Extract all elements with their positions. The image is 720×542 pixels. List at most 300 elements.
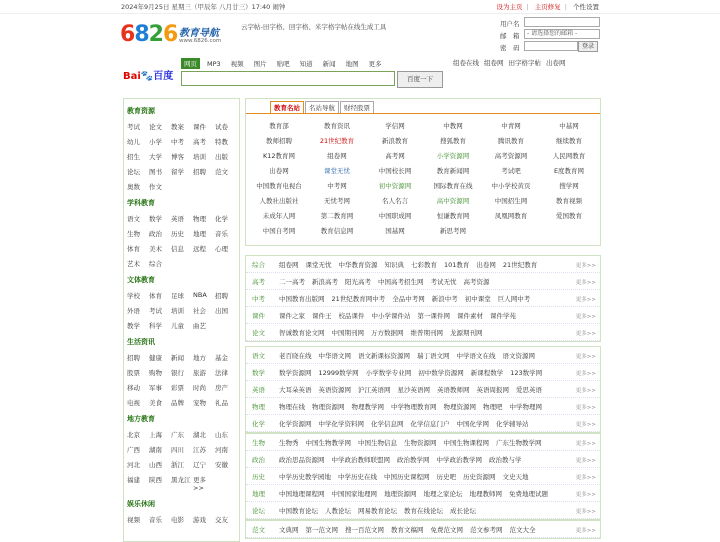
more-link[interactable]: 更多>> bbox=[575, 405, 596, 411]
left-category-link[interactable]: 上海 bbox=[149, 431, 162, 439]
category-link[interactable]: 21世纪教育 bbox=[502, 261, 538, 269]
category-heading[interactable]: 英语 bbox=[252, 386, 265, 394]
category-heading[interactable]: 中考 bbox=[252, 295, 265, 303]
site-link[interactable]: 名人名言 bbox=[382, 197, 408, 205]
category-link[interactable]: 12999数学网 bbox=[318, 369, 359, 377]
category-link[interactable]: 免费范文网 bbox=[430, 526, 463, 534]
category-link[interactable]: 中学历史教学园地 bbox=[279, 473, 331, 481]
site-link[interactable]: 中基网 bbox=[559, 122, 579, 130]
category-link[interactable]: 中学化学资料网 bbox=[318, 420, 364, 428]
site-link[interactable]: 新浪教育 bbox=[382, 137, 408, 145]
left-category-link[interactable]: 旅游 bbox=[193, 369, 206, 377]
site-link[interactable]: 国际教育在线 bbox=[433, 182, 473, 190]
left-category-link[interactable]: 音乐 bbox=[215, 230, 228, 238]
category-link[interactable]: 物理资源网 bbox=[312, 403, 345, 411]
category-link[interactable]: 地理之家论坛 bbox=[423, 490, 463, 498]
site-link[interactable]: 教育资讯 bbox=[324, 122, 350, 130]
left-category-link[interactable]: 曲艺 bbox=[193, 322, 206, 330]
more-link[interactable]: 更多>> bbox=[575, 331, 596, 337]
left-category-link[interactable]: 银行 bbox=[171, 369, 184, 377]
left-category-link[interactable]: 物理 bbox=[193, 215, 206, 223]
left-category-link[interactable]: 政治 bbox=[149, 230, 162, 238]
category-link[interactable]: 物理资源网 bbox=[443, 403, 476, 411]
slogan-link[interactable]: 云字帖-田字格、回字格、米字格字帖在线生成工具 bbox=[241, 23, 387, 31]
left-category-link[interactable]: 中考 bbox=[171, 138, 184, 146]
category-link[interactable]: 中国地理课程网 bbox=[279, 490, 325, 498]
left-category-link[interactable]: 大学 bbox=[149, 153, 162, 161]
category-link[interactable]: 语文资源网 bbox=[502, 352, 535, 360]
left-category-link[interactable]: 博客 bbox=[171, 153, 184, 161]
category-link[interactable]: 成长论坛 bbox=[450, 507, 476, 515]
left-category-link[interactable]: 教学 bbox=[127, 322, 140, 330]
left-category-link[interactable]: 科学 bbox=[149, 322, 162, 330]
site-link[interactable]: 未成年人网 bbox=[262, 212, 296, 220]
site-logo[interactable] bbox=[120, 22, 225, 50]
site-link[interactable]: 中国职成网 bbox=[378, 212, 412, 220]
tab-site-nav[interactable]: 名站导航 bbox=[305, 101, 339, 113]
left-category-link[interactable]: 广东 bbox=[171, 431, 184, 439]
category-link[interactable]: 初中数学资源网 bbox=[418, 369, 464, 377]
category-link[interactable]: 七彩教育 bbox=[411, 261, 437, 269]
search-tab[interactable]: 网页 bbox=[181, 58, 200, 69]
left-category-link[interactable]: 山东 bbox=[215, 431, 228, 439]
category-link[interactable]: 化学信息门户 bbox=[410, 420, 450, 428]
category-link[interactable]: 中学政治教师联盟网 bbox=[331, 456, 390, 464]
category-link[interactable]: 范文参考网 bbox=[470, 526, 503, 534]
left-category-link[interactable]: 陕西 bbox=[149, 476, 162, 484]
hot-link[interactable]: 组卷在线 bbox=[453, 59, 479, 67]
site-link[interactable]: 中国校长网 bbox=[378, 167, 412, 175]
left-category-link[interactable]: 宠物 bbox=[193, 399, 206, 407]
category-link[interactable]: 中学历史在线 bbox=[338, 473, 377, 481]
left-category-link[interactable]: 培训 bbox=[193, 153, 206, 161]
category-link[interactable]: 地理资源网 bbox=[384, 490, 417, 498]
category-link[interactable]: 化学信息网 bbox=[371, 420, 404, 428]
category-link[interactable]: 龙源期刊网 bbox=[450, 329, 483, 337]
category-link[interactable]: 中国历史课程网 bbox=[384, 473, 430, 481]
left-category-link[interactable]: 电影 bbox=[171, 516, 184, 524]
category-link[interactable]: 历史吧 bbox=[436, 473, 456, 481]
category-link[interactable]: 英语教师网 bbox=[437, 386, 470, 394]
category-link[interactable]: 文典网 bbox=[279, 526, 299, 534]
search-tab[interactable]: 地图 bbox=[345, 60, 359, 68]
left-category-link[interactable]: 移动 bbox=[127, 384, 140, 392]
left-category-link[interactable]: 河南 bbox=[215, 446, 228, 454]
site-link[interactable]: 中考网 bbox=[327, 182, 347, 190]
category-link[interactable]: 文史天地 bbox=[502, 473, 529, 481]
category-link[interactable]: 英语资源网 bbox=[318, 386, 351, 394]
search-tab-more[interactable]: 更多 bbox=[368, 60, 382, 68]
site-link[interactable]: 人教社出版社 bbox=[259, 197, 299, 205]
more-link[interactable]: 更多>> bbox=[575, 388, 596, 394]
left-category-link[interactable]: 体育 bbox=[149, 292, 162, 300]
category-link[interactable]: 第一范文网 bbox=[305, 526, 338, 534]
category-link[interactable]: 中国生物课程网 bbox=[443, 439, 489, 447]
site-link[interactable]: 学信网 bbox=[385, 122, 405, 130]
category-link[interactable]: 范文大全 bbox=[509, 526, 536, 534]
left-category-link[interactable]: 股票 bbox=[127, 369, 140, 377]
category-link[interactable]: 初中课堂 bbox=[464, 295, 491, 303]
more-link[interactable]: 更多>> bbox=[575, 441, 596, 447]
left-category-link[interactable]: 考试 bbox=[149, 307, 162, 315]
category-link[interactable]: 中国生物教学网 bbox=[305, 439, 351, 447]
left-category-link[interactable]: 健康 bbox=[149, 354, 162, 362]
left-category-link[interactable]: 更多>> bbox=[193, 476, 206, 492]
category-heading[interactable]: 化学 bbox=[252, 420, 265, 428]
left-category-link[interactable]: 化学 bbox=[215, 215, 228, 223]
category-heading[interactable]: 范文 bbox=[252, 526, 265, 534]
category-link[interactable]: 中学物理教育网 bbox=[391, 403, 437, 411]
category-heading[interactable]: 综合 bbox=[252, 261, 265, 269]
category-heading[interactable]: 高考 bbox=[252, 278, 265, 286]
site-link[interactable]: 高考网 bbox=[385, 152, 405, 160]
home-fix-link[interactable]: 主页修复 bbox=[534, 3, 561, 11]
category-link[interactable]: 21世纪教育网中考 bbox=[331, 295, 386, 303]
left-category-link[interactable]: 论文 bbox=[149, 123, 162, 131]
site-link[interactable]: 教育视频 bbox=[556, 197, 582, 205]
category-link[interactable]: 广东生物教学网 bbox=[496, 439, 542, 447]
category-link[interactable]: 英语周报网 bbox=[476, 386, 509, 394]
category-link[interactable]: 免费地理试题 bbox=[509, 490, 548, 498]
left-category-link[interactable]: 电视 bbox=[127, 399, 140, 407]
left-category-link[interactable]: 游戏 bbox=[193, 516, 206, 524]
category-heading[interactable]: 地理 bbox=[252, 490, 265, 498]
left-category-link[interactable]: 学校 bbox=[127, 292, 140, 300]
hot-link[interactable]: 田字格字帖 bbox=[508, 59, 541, 67]
site-link[interactable]: 小学资源网 bbox=[436, 152, 470, 160]
site-link[interactable]: 高考资源网 bbox=[494, 152, 528, 160]
left-category-link[interactable]: 地方 bbox=[193, 354, 206, 362]
site-link[interactable]: 继续教育 bbox=[556, 137, 582, 145]
left-category-link[interactable]: 综合 bbox=[149, 260, 162, 268]
category-link[interactable]: 中华语文网 bbox=[318, 352, 351, 360]
site-link[interactable]: 教师招聘 bbox=[266, 137, 292, 145]
category-link[interactable]: 物理吧 bbox=[483, 403, 503, 411]
category-link[interactable]: 语文新课标资源网 bbox=[358, 352, 410, 360]
left-category-link[interactable]: 儿童 bbox=[171, 322, 184, 330]
more-link[interactable]: 更多>> bbox=[575, 354, 596, 360]
left-category-link[interactable]: 礼品 bbox=[215, 399, 228, 407]
left-category-link[interactable]: 辽宁 bbox=[193, 461, 206, 469]
category-link[interactable]: 万方数据网 bbox=[371, 329, 404, 337]
set-home-link[interactable]: 设为主页 bbox=[496, 3, 523, 11]
more-link[interactable]: 更多>> bbox=[575, 458, 596, 464]
category-link[interactable]: 中国高考招生网 bbox=[378, 278, 424, 286]
site-link[interactable]: 第二教育网 bbox=[320, 212, 354, 220]
left-category-link[interactable]: 范文 bbox=[215, 168, 228, 176]
site-link[interactable]: 国基网 bbox=[385, 227, 405, 235]
category-link[interactable]: 高考资源 bbox=[463, 278, 490, 286]
category-link[interactable]: 101教育 bbox=[444, 261, 470, 269]
left-category-link[interactable]: 课件 bbox=[193, 123, 206, 131]
left-category-link[interactable]: 培训 bbox=[171, 307, 184, 315]
left-category-link[interactable]: 招聘 bbox=[193, 168, 206, 176]
left-category-link[interactable]: 交友 bbox=[215, 516, 228, 524]
left-category-link[interactable]: 湖南 bbox=[149, 446, 162, 454]
left-category-link[interactable]: 留学 bbox=[171, 168, 184, 176]
category-link[interactable]: 中小学课件站 bbox=[371, 312, 411, 320]
left-category-link[interactable]: 幼儿 bbox=[127, 138, 140, 146]
more-link[interactable]: 更多>> bbox=[575, 263, 596, 269]
site-link[interactable]: 高中资源网 bbox=[436, 197, 470, 205]
search-tab[interactable]: 视频 bbox=[230, 60, 244, 68]
category-heading[interactable]: 论文 bbox=[252, 329, 265, 337]
left-category-link[interactable]: 试卷 bbox=[215, 123, 228, 131]
category-link[interactable]: 中国期刊网 bbox=[331, 329, 364, 337]
site-link[interactable]: 组卷网 bbox=[327, 152, 347, 160]
left-category-link[interactable]: 招聘 bbox=[127, 354, 140, 362]
tab-edu-sites[interactable]: 教育名站 bbox=[270, 101, 304, 113]
category-link[interactable]: 组卷网 bbox=[279, 261, 299, 269]
category-link[interactable]: 生物秀 bbox=[279, 439, 299, 447]
category-heading[interactable]: 论坛 bbox=[252, 507, 265, 515]
left-category-link[interactable]: 远程 bbox=[193, 245, 206, 253]
category-link[interactable]: 中国教育出版网 bbox=[279, 295, 325, 303]
left-category-link[interactable]: 浙江 bbox=[171, 461, 184, 469]
site-link[interactable]: 搜学网 bbox=[559, 182, 579, 190]
site-link[interactable]: K12教育网 bbox=[262, 152, 296, 160]
left-category-link[interactable]: 招生 bbox=[127, 153, 140, 161]
search-tab[interactable]: MP3 bbox=[207, 60, 221, 68]
category-link[interactable]: 中国生物信息 bbox=[358, 439, 397, 447]
category-link[interactable]: 历史资源网 bbox=[463, 473, 496, 481]
left-category-link[interactable]: 房产 bbox=[215, 384, 228, 392]
site-link[interactable]: 出卷网 bbox=[269, 167, 289, 175]
left-category-link[interactable]: 考试 bbox=[127, 123, 140, 131]
left-category-link[interactable]: 数学 bbox=[149, 215, 162, 223]
left-category-link[interactable]: 江苏 bbox=[193, 446, 206, 454]
site-link[interactable]: 教育信息网 bbox=[320, 227, 354, 235]
left-category-link[interactable]: 美术 bbox=[149, 245, 162, 253]
site-link[interactable]: 腾讯教育 bbox=[498, 137, 524, 145]
category-link[interactable]: 智诚教育论文网 bbox=[279, 329, 325, 337]
category-link[interactable]: 沪江英语网 bbox=[358, 386, 391, 394]
left-category-link[interactable]: 广西 bbox=[127, 446, 140, 454]
category-link[interactable]: 地理教师网 bbox=[469, 490, 502, 498]
left-category-link[interactable]: 高考 bbox=[193, 138, 206, 146]
category-link[interactable]: 生物资源网 bbox=[404, 439, 437, 447]
search-input[interactable] bbox=[181, 71, 395, 86]
category-link[interactable]: 校品课件 bbox=[338, 312, 365, 320]
site-link[interactable]: 人民网教育 bbox=[552, 152, 586, 160]
left-category-link[interactable]: 福建 bbox=[127, 476, 140, 484]
category-link[interactable]: 中国化学网 bbox=[456, 420, 489, 428]
category-heading[interactable]: 语文 bbox=[252, 352, 265, 360]
category-link[interactable]: 新浪中考 bbox=[431, 295, 458, 303]
category-link[interactable]: 出卷网 bbox=[476, 261, 496, 269]
category-heading[interactable]: 生物 bbox=[252, 439, 265, 447]
category-heading[interactable]: 课件 bbox=[252, 312, 265, 320]
site-link[interactable]: 中国教育电视台 bbox=[256, 182, 302, 190]
left-category-link[interactable]: 作文 bbox=[149, 183, 162, 191]
left-category-link[interactable]: 军事 bbox=[149, 384, 162, 392]
left-category-link[interactable]: NBA bbox=[193, 291, 207, 299]
left-category-link[interactable]: 信息 bbox=[171, 245, 184, 253]
category-link[interactable]: 人教论坛 bbox=[325, 507, 351, 515]
category-link[interactable]: 中华教育资源 bbox=[338, 261, 378, 269]
search-tab[interactable]: 图片 bbox=[253, 60, 267, 68]
left-category-link[interactable]: 艺术 bbox=[127, 260, 140, 268]
category-link[interactable]: 第一课件网 bbox=[417, 312, 450, 320]
username-input[interactable] bbox=[524, 17, 600, 27]
left-category-link[interactable]: 出国 bbox=[215, 307, 228, 315]
left-category-link[interactable]: 社会 bbox=[193, 307, 206, 315]
left-category-link[interactable]: 视频 bbox=[127, 516, 140, 524]
category-link[interactable]: 中国教育论坛 bbox=[279, 507, 318, 515]
left-category-link[interactable]: 图书 bbox=[149, 168, 162, 176]
category-link[interactable]: 课件学苑 bbox=[490, 312, 516, 320]
more-link[interactable]: 更多>> bbox=[575, 492, 596, 498]
site-link[interactable]: 教育新闻网 bbox=[436, 167, 470, 175]
category-link[interactable]: 政治教与学 bbox=[489, 456, 522, 464]
left-category-link[interactable]: 历史 bbox=[171, 230, 184, 238]
left-category-link[interactable]: 河北 bbox=[127, 461, 140, 469]
site-link[interactable]: 中青网 bbox=[501, 122, 521, 130]
left-category-link[interactable]: 生物 bbox=[127, 230, 140, 238]
mail-select[interactable]: - 请选择您的邮箱 - bbox=[524, 29, 600, 39]
site-link[interactable]: 中国招生网 bbox=[494, 197, 528, 205]
left-category-link[interactable]: 新闻 bbox=[171, 354, 184, 362]
left-category-link[interactable]: 出版 bbox=[215, 153, 228, 161]
left-category-link[interactable]: 购物 bbox=[149, 369, 162, 377]
more-link[interactable]: 更多>> bbox=[575, 475, 596, 481]
category-heading[interactable]: 历史 bbox=[252, 473, 265, 481]
site-link[interactable]: 无忧考网 bbox=[324, 197, 350, 205]
site-link[interactable]: 爱国教育 bbox=[556, 212, 582, 220]
search-tab[interactable]: 新闻 bbox=[322, 60, 336, 68]
left-category-link[interactable]: 心理 bbox=[215, 245, 228, 253]
category-link[interactable]: 数学资源网 bbox=[279, 369, 312, 377]
category-link[interactable]: 教育文稿网 bbox=[391, 526, 424, 534]
site-link[interactable]: E度教育网 bbox=[553, 167, 585, 175]
category-link[interactable]: 课件王 bbox=[312, 312, 332, 320]
left-category-link[interactable]: 地理 bbox=[193, 230, 206, 238]
category-link[interactable]: 课件素材 bbox=[457, 312, 483, 320]
personal-settings-link[interactable]: 个性设置 bbox=[573, 3, 599, 11]
category-heading[interactable]: 政治 bbox=[252, 456, 265, 464]
left-category-link[interactable]: 音乐 bbox=[149, 516, 162, 524]
left-category-link[interactable]: 外语 bbox=[127, 307, 140, 315]
category-link[interactable]: 物理在线 bbox=[279, 403, 305, 411]
more-link[interactable]: 更多>> bbox=[575, 371, 596, 377]
site-link[interactable]: 中国自考网 bbox=[262, 227, 296, 235]
category-link[interactable]: 考试无忧 bbox=[430, 278, 457, 286]
category-link[interactable]: 中学物理网 bbox=[509, 403, 542, 411]
hot-link[interactable]: 组卷网 bbox=[484, 59, 504, 67]
left-category-link[interactable]: 安徽 bbox=[215, 461, 228, 469]
left-category-link[interactable]: 湖北 bbox=[193, 431, 206, 439]
left-category-link[interactable]: 特教 bbox=[215, 138, 228, 146]
category-link[interactable]: 大耳朵英语 bbox=[279, 386, 312, 394]
left-category-link[interactable]: 教案 bbox=[171, 123, 184, 131]
more-link[interactable]: 更多>> bbox=[575, 528, 596, 534]
category-link[interactable]: 课件之家 bbox=[279, 312, 305, 320]
more-link[interactable]: 更多>> bbox=[575, 280, 596, 286]
left-category-link[interactable]: 法律 bbox=[215, 369, 228, 377]
left-category-link[interactable]: 论坛 bbox=[127, 168, 140, 176]
left-category-link[interactable]: 足球 bbox=[171, 292, 184, 300]
left-category-link[interactable]: 小学 bbox=[149, 138, 162, 146]
left-category-link[interactable]: 美食 bbox=[149, 399, 162, 407]
left-category-link[interactable]: 英语 bbox=[171, 215, 184, 223]
search-tab[interactable]: 贴吧 bbox=[276, 60, 290, 68]
site-link[interactable]: 恒谦教育网 bbox=[436, 212, 470, 220]
left-category-link[interactable]: 体育 bbox=[127, 245, 140, 253]
login-button[interactable]: 登录 bbox=[578, 41, 598, 52]
site-link[interactable]: 中小学校黄页 bbox=[491, 182, 531, 190]
site-link[interactable]: 凤凰网教育 bbox=[494, 212, 528, 220]
left-category-link[interactable]: 品牌 bbox=[171, 399, 184, 407]
category-link[interactable]: 小学数学专业网 bbox=[365, 369, 412, 377]
category-link[interactable]: 中学政治教学网 bbox=[436, 456, 482, 464]
left-category-link[interactable]: 招聘 bbox=[215, 292, 228, 300]
category-link[interactable]: 瑞丁语文网 bbox=[417, 352, 450, 360]
category-link[interactable]: 123数学网 bbox=[510, 369, 543, 377]
left-category-link[interactable]: 基金 bbox=[215, 354, 228, 362]
category-link[interactable]: 新浪高考 bbox=[312, 278, 338, 286]
category-link[interactable]: 搜一百范文网 bbox=[345, 526, 384, 534]
left-category-link[interactable]: 四川 bbox=[171, 446, 184, 454]
category-link[interactable]: 老百晓在线 bbox=[279, 352, 312, 360]
category-link[interactable]: 课堂无忧 bbox=[305, 261, 332, 269]
category-link[interactable]: 阳光高考 bbox=[345, 278, 371, 286]
left-category-link[interactable]: 彩票 bbox=[171, 384, 184, 392]
category-link[interactable]: 网易教育论坛 bbox=[358, 507, 397, 515]
more-link[interactable]: 更多>> bbox=[575, 314, 596, 320]
password-input[interactable] bbox=[524, 41, 578, 51]
site-link[interactable]: 搜狐教育 bbox=[440, 137, 466, 145]
left-category-link[interactable]: 奥数 bbox=[127, 183, 140, 191]
category-link[interactable]: 政治思品资源网 bbox=[279, 456, 325, 464]
search-button[interactable]: 百度一下 bbox=[397, 71, 443, 88]
left-category-link[interactable]: 黑龙江 bbox=[171, 476, 191, 484]
category-link[interactable]: 教育在线论坛 bbox=[404, 507, 443, 515]
more-link[interactable]: 更多>> bbox=[575, 422, 596, 428]
category-link[interactable]: 巨人网中考 bbox=[497, 295, 531, 303]
search-tab[interactable]: 知道 bbox=[299, 60, 313, 68]
category-link[interactable]: 知识典 bbox=[384, 261, 404, 269]
hot-link[interactable]: 出卷网 bbox=[546, 59, 566, 67]
category-link[interactable]: 化学资源网 bbox=[279, 420, 312, 428]
site-link[interactable]: 新思考网 bbox=[440, 227, 466, 235]
left-category-link[interactable]: 山西 bbox=[149, 461, 162, 469]
category-link[interactable]: 化学辅导站 bbox=[496, 420, 529, 428]
left-category-link[interactable]: 时尚 bbox=[193, 384, 206, 392]
more-link[interactable]: 更多>> bbox=[575, 297, 596, 303]
category-link[interactable]: 物理教学网 bbox=[351, 403, 384, 411]
tab-finance[interactable]: 财经股票 bbox=[340, 101, 374, 113]
site-link[interactable]: 中教网 bbox=[443, 122, 463, 130]
site-link[interactable]: 考试吧 bbox=[501, 167, 521, 175]
site-link[interactable]: 课堂无忧 bbox=[324, 167, 350, 175]
left-category-link[interactable]: 语文 bbox=[127, 215, 140, 223]
site-link[interactable]: 21世纪教育 bbox=[319, 137, 355, 145]
more-link[interactable]: 更多>> bbox=[575, 509, 596, 515]
category-heading[interactable]: 数学 bbox=[252, 369, 265, 377]
category-heading[interactable]: 物理 bbox=[252, 403, 265, 411]
category-link[interactable]: 维普期刊网 bbox=[410, 329, 443, 337]
category-link[interactable]: 政治教学网 bbox=[397, 456, 430, 464]
site-link[interactable]: 初中资源网 bbox=[378, 182, 412, 190]
left-category-link[interactable]: 北京 bbox=[127, 431, 140, 439]
category-link[interactable]: 中国国家地理网 bbox=[331, 490, 377, 498]
category-link[interactable]: 全品中考网 bbox=[392, 295, 425, 303]
category-link[interactable]: 爱思英语 bbox=[516, 386, 542, 394]
category-link[interactable]: 星沙英语网 bbox=[397, 386, 430, 394]
category-link[interactable]: 新课程数学 bbox=[470, 369, 504, 377]
category-link[interactable]: 二一高考 bbox=[279, 278, 305, 286]
category-link[interactable]: 中学语文在线 bbox=[456, 352, 496, 360]
